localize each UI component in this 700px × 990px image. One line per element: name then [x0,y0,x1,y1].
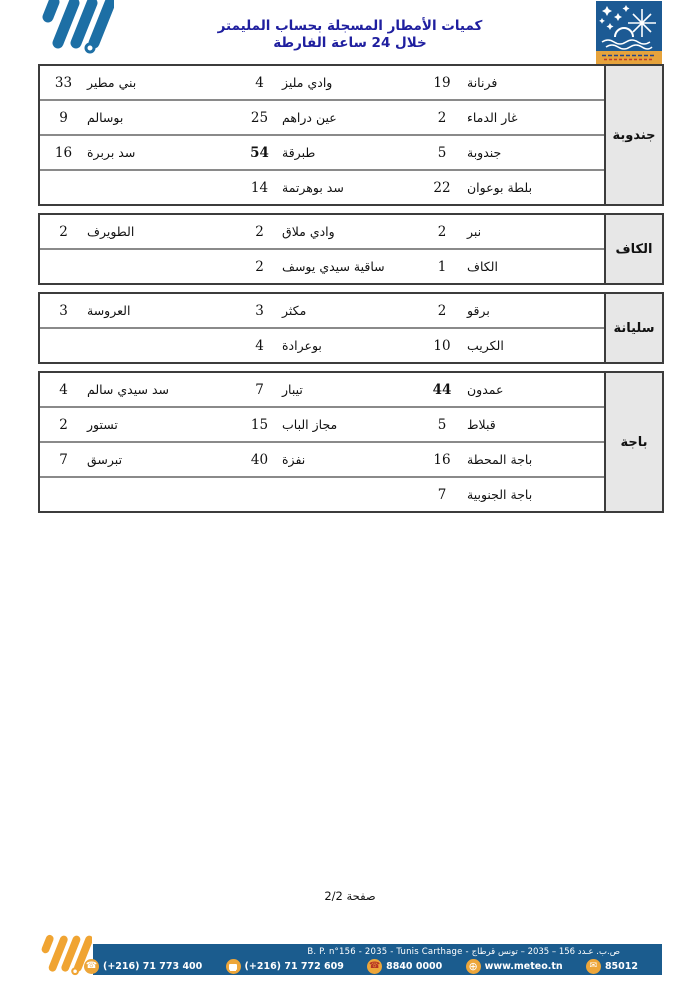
station-value-cell: 3 [255,302,264,319]
table-row [40,294,604,329]
table-row [40,408,604,443]
table-row [40,171,604,204]
table-row [40,136,604,171]
station-name-cell: نفزة [282,452,306,467]
title-line-1: كميات الأمطار المسجلة بحساب المليمتر [217,18,483,34]
station-name-cell: باجة المحطة [467,452,533,467]
station-name-cell: سد بوهرتمة [282,180,344,195]
table-row [40,101,604,136]
station-value-cell: 33 [54,74,73,91]
station-value-cell: 4 [255,337,264,354]
rainfall-table [38,64,664,520]
footer-contacts [84,957,662,974]
station-value-cell: 2 [255,258,264,275]
station-value-cell: 15 [250,416,269,433]
title-line-2: خلال 24 ساعة الفارطة [273,35,427,51]
station-value-cell: 10 [433,337,451,354]
station-name-cell: بوسالم [87,110,124,125]
station-value-cell: 7 [59,451,68,468]
table-row [40,250,604,283]
station-value-cell: 2 [437,223,447,240]
region-group [38,64,664,206]
inm-emblem-icon [596,1,662,64]
station-name-cell: تيبار [282,382,303,397]
station-name-cell: نبر [467,224,482,239]
station-value-cell: 19 [433,74,451,91]
station-value-cell: 4 [255,74,264,91]
station-value-cell: 16 [433,451,451,468]
station-name-cell: العروسة [87,303,131,318]
region-cell: الكاف [604,215,664,283]
fax-glyph [229,964,237,970]
station-name-cell: الطويرف [87,224,135,239]
station-name-cell: برقو [467,303,490,318]
station-value-cell: 5 [437,144,447,161]
station-name-cell: ساقية سيدي يوسف [282,259,385,274]
globe-icon [466,959,481,974]
station-name-cell: وادي ملاق [282,224,335,239]
station-value-cell: 1 [437,258,447,275]
region-cell: سليانة [604,294,664,362]
station-value-cell: 2 [59,416,68,433]
table-row [40,373,604,408]
station-name-cell: بوعرادة [282,338,322,353]
station-value-cell: 2 [59,223,68,240]
region-cell: جندوبة [604,66,664,204]
station-name-cell: عين دراهم [282,110,337,125]
station-value-cell: 3 [59,302,68,319]
footer-bar [93,944,662,975]
station-name-cell: عمدون [467,382,504,397]
station-name-cell: طبرقة [282,145,316,160]
station-name-cell [282,478,417,511]
page-title [0,18,700,52]
contact-item [84,959,202,974]
station-name-cell: الكريب [467,338,504,353]
handset-icon [367,959,382,974]
station-name-cell: جندوبة [467,145,502,160]
region-cell: باجة [604,373,664,511]
station-value-cell [40,250,87,283]
table-row [40,329,604,362]
region-rows [40,373,604,511]
station-name-cell: بني مطير [87,75,137,90]
station-name-cell: مجاز الباب [282,417,338,432]
station-value-cell: 2 [437,302,447,319]
contact-item [586,959,638,974]
contact-item [466,959,563,974]
station-name-cell: غار الدماء [467,110,518,125]
station-name-cell: بلطة بوعوان [467,180,533,195]
station-value-cell: 54 [250,144,269,161]
station-value-cell: 2 [437,109,447,126]
station-value-cell: 9 [59,109,68,126]
station-value-cell [40,478,87,511]
station-value-cell: 25 [250,109,269,126]
table-row [40,66,604,101]
station-name-cell [87,478,237,511]
region-group [38,292,664,364]
station-name-cell [87,250,237,283]
station-name-cell: الكاف [467,259,498,274]
station-name-cell: قبلاط [467,417,496,432]
station-value-cell: 14 [250,179,269,196]
station-name-cell: باجة الجنوبية [467,487,533,502]
station-value-cell: 40 [250,451,269,468]
region-rows [40,215,604,283]
fax-icon [226,959,241,974]
sms-icon [586,959,601,974]
station-name-cell: فرنانة [467,75,498,90]
station-value-cell: 22 [433,179,451,196]
station-name-cell: سد سيدي سالم [87,382,169,397]
page-number: صفحة 2/2 [324,889,376,903]
station-value-cell: 5 [437,416,447,433]
footer-stripes-logo [30,931,92,983]
station-value-cell: 7 [437,486,447,503]
inm-emblem-logo [596,1,662,68]
station-value-cell [237,478,282,511]
station-value-cell: 16 [54,144,73,161]
region-rows [40,294,604,362]
station-value-cell [40,329,87,362]
station-name-cell [87,171,237,204]
contact-text: (+216) 71 772 609 [244,961,344,972]
contact-text: 85012 [604,961,638,972]
footer-address: B. P. n°156 - 2035 - Tunis Carthage - ص.ب. عـدد 156 – 2035 – تونس قرطاج [307,947,620,957]
station-name-cell: تستور [87,417,118,432]
table-row [40,215,604,250]
station-name-cell: وادي مليز [282,75,333,90]
station-name-cell [87,329,237,362]
station-value-cell: 7 [255,381,264,398]
region-group [38,371,664,513]
contact-text: www.meteo.tn [484,961,563,972]
stripes-icon [30,931,92,979]
region-rows [40,66,604,204]
station-value-cell: 4 [59,381,68,398]
contact-item [226,959,344,974]
station-name-cell: سد بربرة [87,145,136,160]
contact-item [367,959,442,974]
table-row [40,443,604,478]
station-value-cell [40,171,87,204]
contact-text: (+216) 71 773 400 [103,961,203,972]
contact-text: 8840 0000 [386,961,443,972]
table-row [40,478,604,511]
station-name-cell: تبرسق [87,452,123,467]
station-value-cell: 44 [432,381,452,398]
region-group [38,213,664,285]
station-value-cell: 2 [255,223,264,240]
phone-icon [84,959,99,974]
station-name-cell: مكثر [282,303,307,318]
